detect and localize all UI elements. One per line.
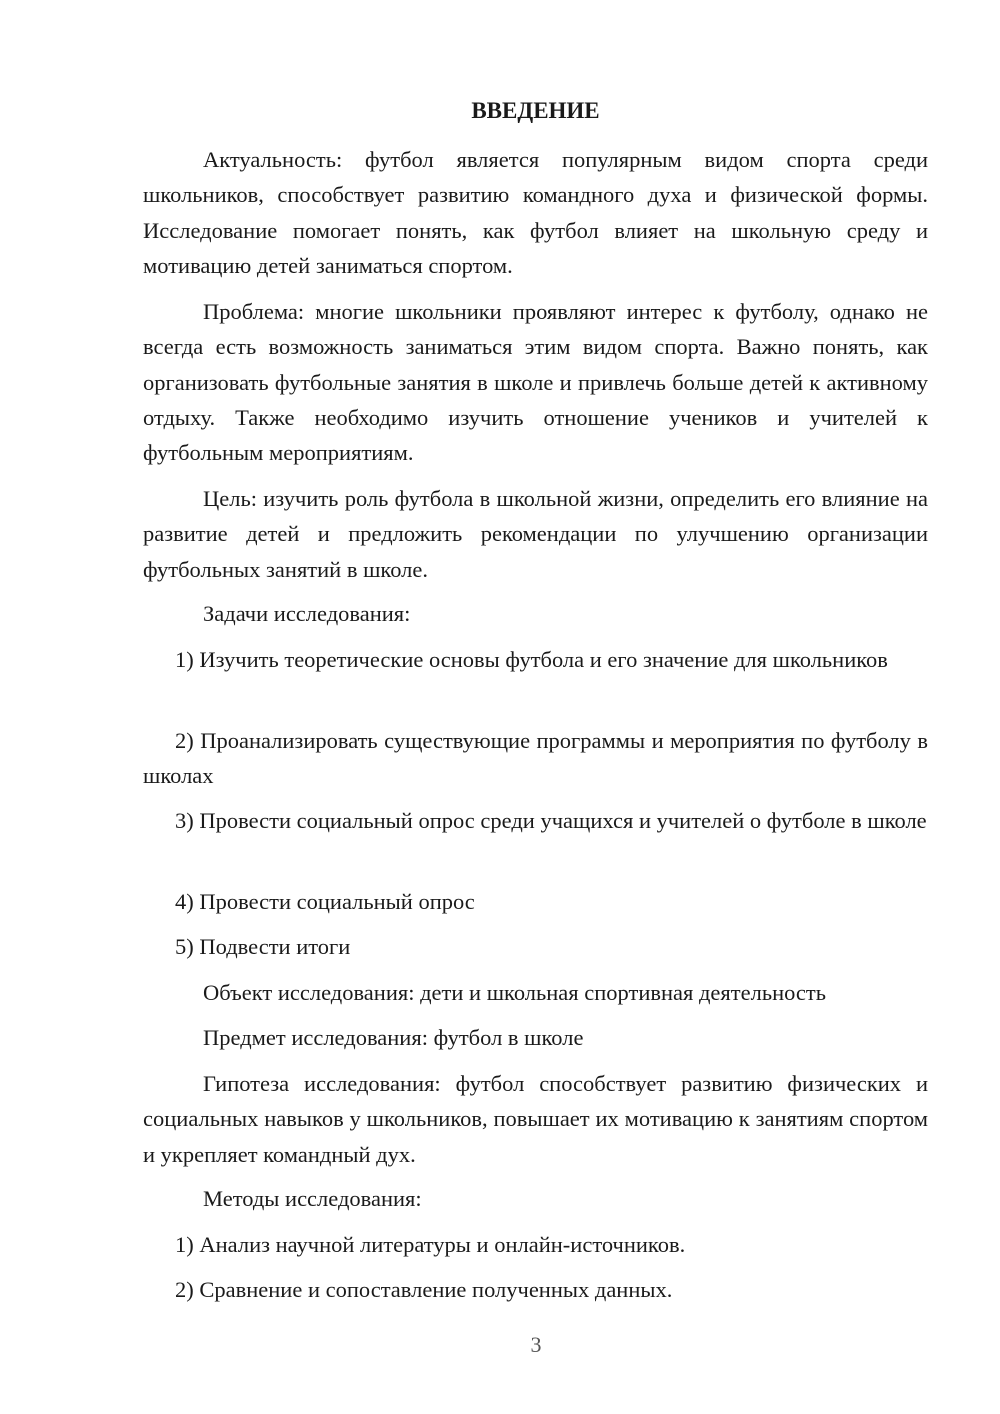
- task-item-4: 4) Провести социальный опрос: [175, 889, 475, 914]
- object-paragraph: Объект исследования: дети и школьная спортивная деятельность: [203, 980, 827, 1005]
- tasks-title: Задачи исследования:: [203, 601, 411, 626]
- subject-paragraph: Предмет исследования: футбол в школе: [203, 1025, 584, 1050]
- method-item-1: 1) Анализ научной литературы и онлайн-источников.: [175, 1232, 686, 1257]
- page-heading: ВВЕДЕНИЕ: [471, 98, 600, 123]
- hypothesis-paragraph: Гипотеза исследования: футбол способствует развитию физических и социальных навыков у школьников, повышает их мотивацию к занятиям спортом и укрепляет командный дух.: [143, 1071, 928, 1167]
- task-item-1: 1) Изучить теоретические основы футбола и его значение для школьников: [175, 647, 888, 672]
- task-item-3: 3) Провести социальный опрос среди учащихся и учителей о футболе в школе: [175, 808, 927, 833]
- task-item-5: 5) Подвести итоги: [175, 934, 351, 959]
- relevance-paragraph: Актуальность: футбол является популярным видом спорта среди школьников, способствует развитию командного духа и физической формы. Исследование помогает понять, как футбол влияет на школьную среду и мотивацию детей заниматься спортом.: [143, 147, 928, 278]
- method-item-2: 2) Сравнение и сопоставление полученных данных.: [175, 1277, 673, 1302]
- problem-paragraph: Проблема: многие школьники проявляют интерес к футболу, однако не всегда есть возможность заниматься этим видом спорта. Важно понять, как организовать футбольные занятия в школе и привлечь больше детей к активному отдыху. Также необходимо изучить отношение учеников и учителей к футбольным мероприятиям.: [143, 299, 928, 466]
- page-number: 3: [530, 1332, 542, 1357]
- methods-title: Методы исследования:: [203, 1186, 422, 1211]
- goal-paragraph: Цель: изучить роль футбола в школьной жизни, определить его влияние на развитие детей и предложить рекомендации по улучшению организации футбольных занятий в школе.: [143, 486, 928, 582]
- task-item-2: 2) Проанализировать существующие программы и мероприятия по футболу в школах: [143, 728, 928, 789]
